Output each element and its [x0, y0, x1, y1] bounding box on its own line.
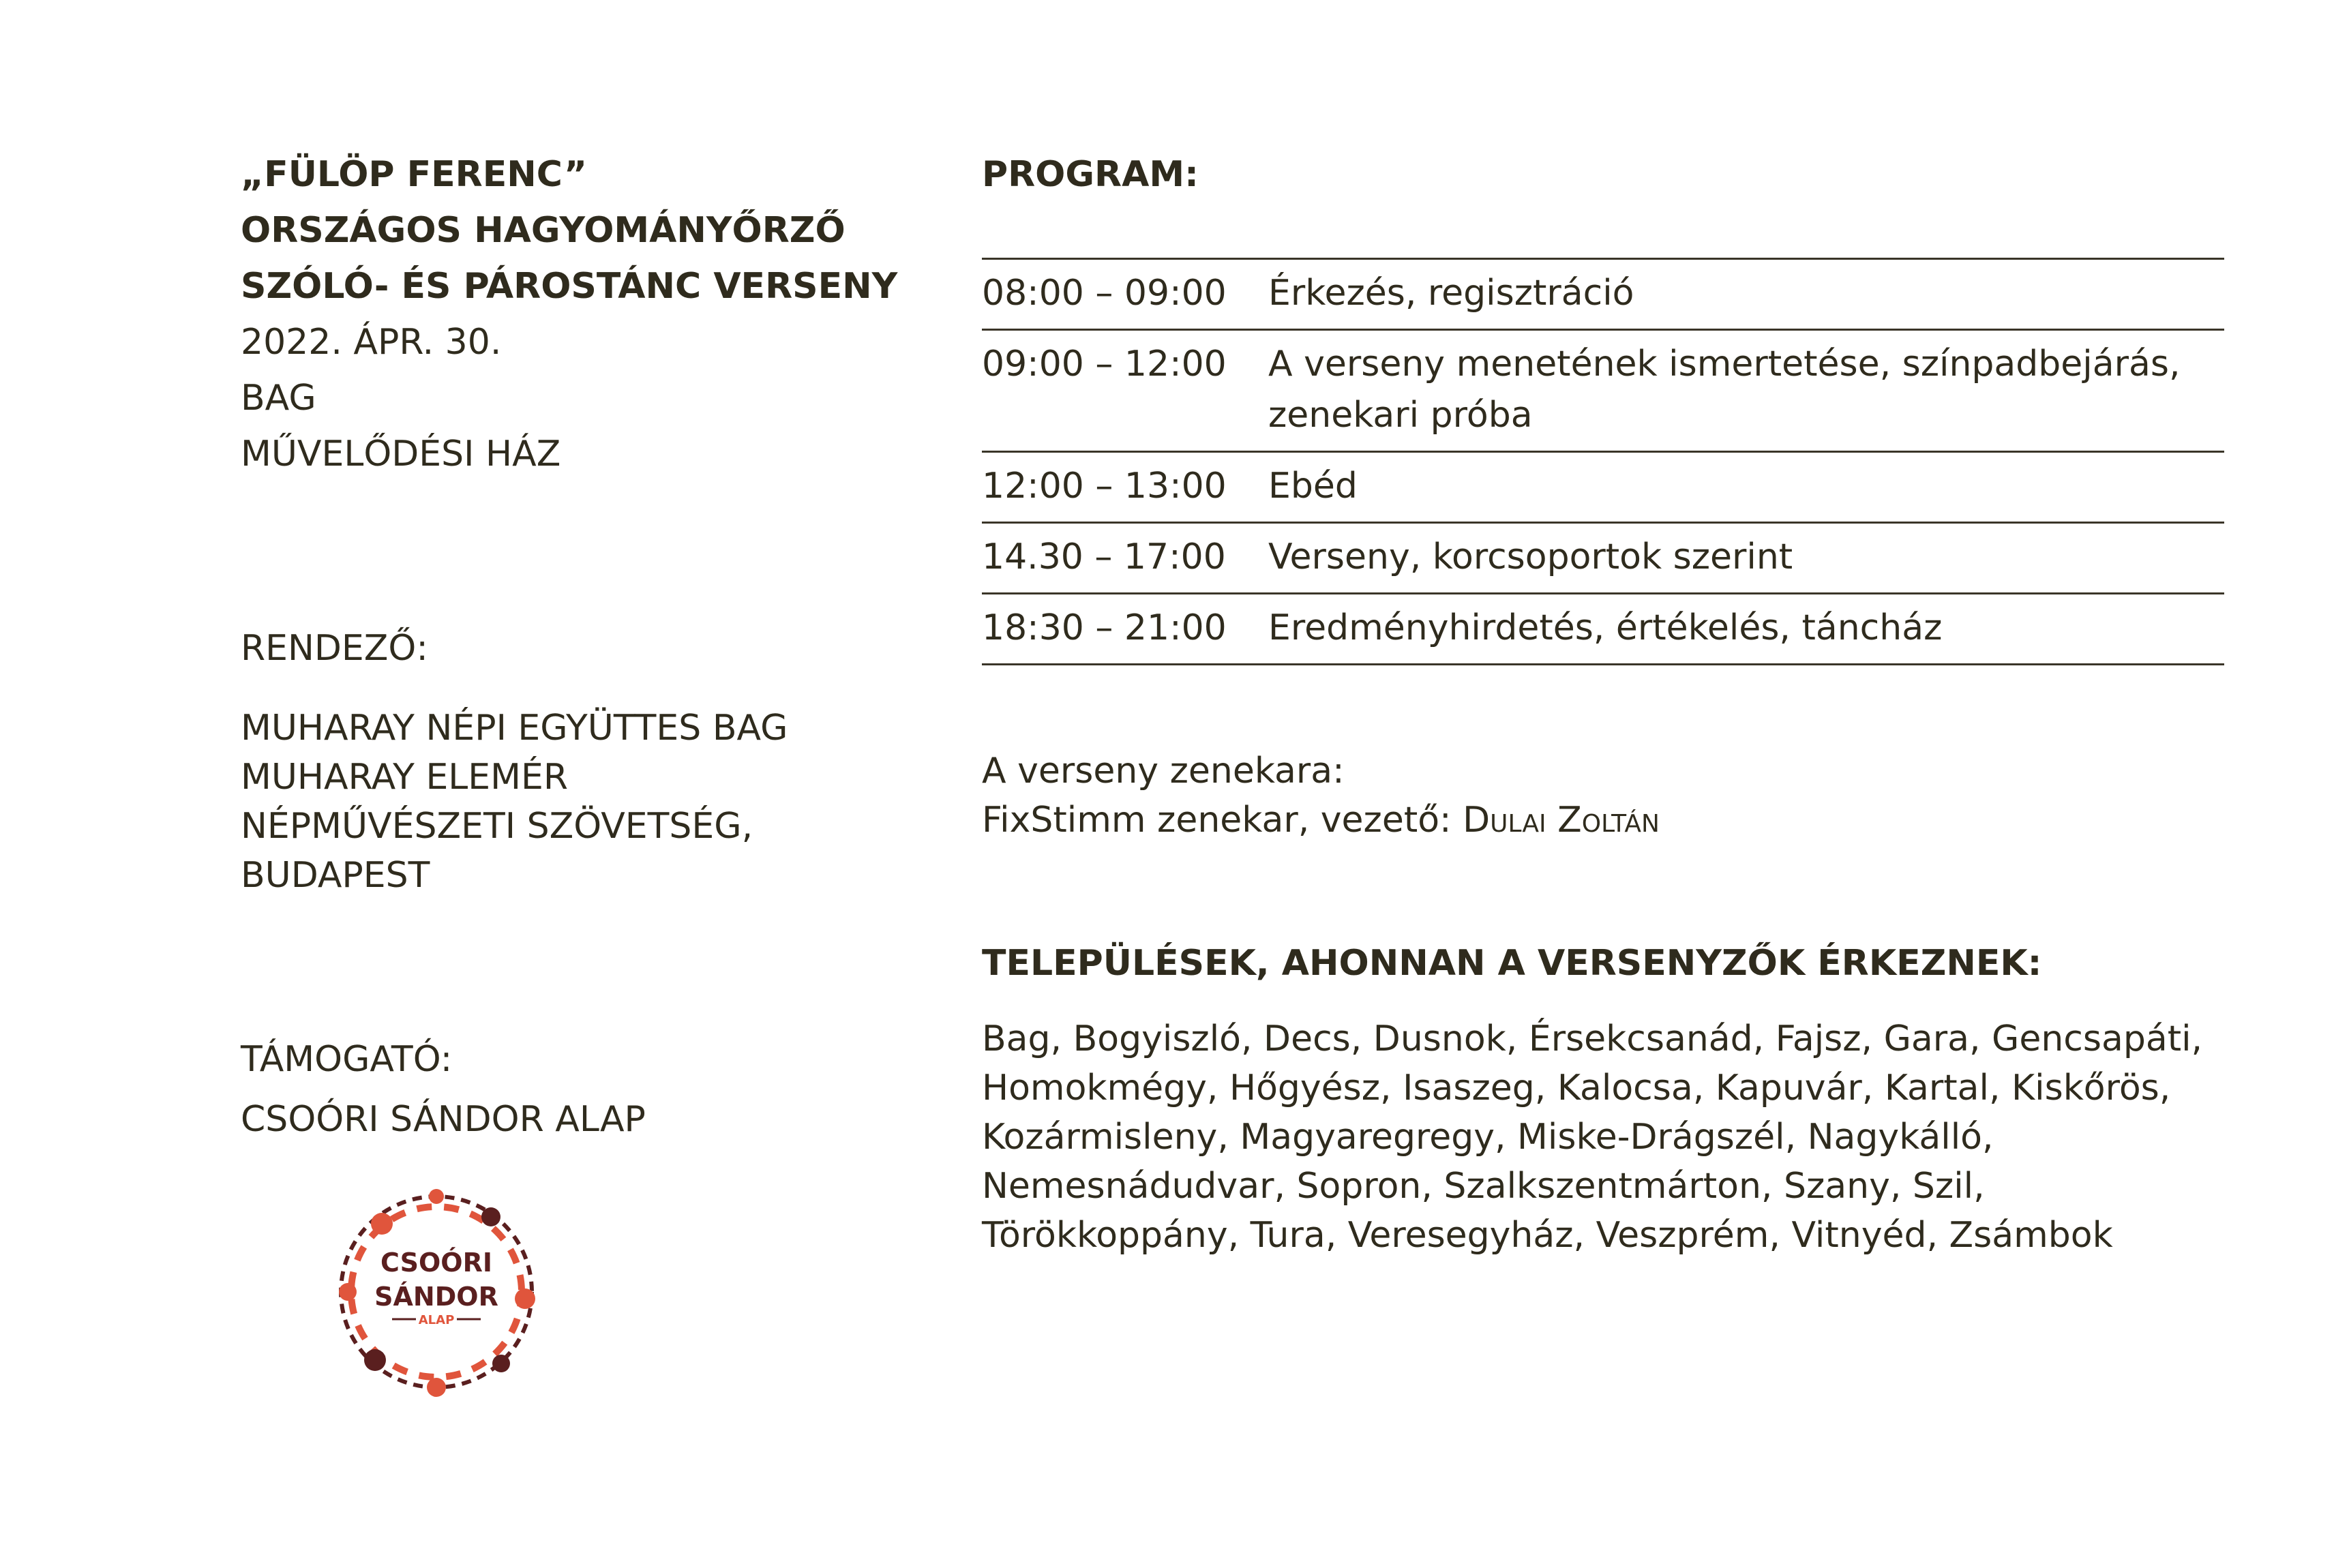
program-row: [982, 453, 2224, 524]
program-table: [982, 258, 2224, 665]
sponsor-label: TÁMOGATÓ:: [241, 1039, 453, 1080]
event-venue: MŰVELŐDÉSI HÁZ: [241, 434, 561, 474]
program-activity: A verseny menetének ismertetése, színpadbejárás, zenekari próba: [1268, 344, 2181, 436]
program-row: [982, 260, 2224, 331]
event-date: 2022. ÁPR. 30.: [241, 322, 502, 363]
band-line: [982, 796, 1660, 845]
csoori-sandor-alap-logo: [320, 1176, 552, 1408]
band-info: [982, 747, 1660, 845]
logo-text-alap: ALAP: [418, 1313, 455, 1327]
program-time: 12:00 – 13:00: [982, 466, 1227, 507]
sponsor-section: [241, 1031, 646, 1147]
organizer-line-1: MUHARAY NÉPI EGYÜTTES BAG: [241, 708, 788, 749]
event-title-line-1: „FÜLÖP FERENC”: [241, 154, 587, 195]
places-list: Bag, Bogyiszló, Decs, Dusnok, Érsekcsanád, Fajsz, Gara, Gencsapáti, Homokmégy, Hőgyész, Isaszeg, Kalocsa, Kapuvár, Kartal, Kiskőrös, Kozármisleny, Magyaregregy, Miske-Drágszél, Nagykálló, Nemesnádudvar, Sopron, Szalkszentmárton, Szany, Szil, Törökkoppány, Tura, Veresegyház, Veszprém, Vitnyéd, Zsámbok: [982, 1019, 2203, 1256]
program-row: [982, 594, 2224, 665]
program-time: 09:00 – 12:00: [982, 344, 1227, 385]
program-activity: Ebéd: [1268, 466, 1358, 507]
places-heading-wrap: [982, 935, 2041, 991]
program-row: [982, 524, 2224, 594]
program-time: 18:30 – 21:00: [982, 607, 1227, 648]
organizer-section: [241, 620, 788, 900]
organizer-line-4: BUDAPEST: [241, 855, 430, 896]
event-info-column: [241, 147, 923, 482]
program-time: 08:00 – 09:00: [982, 273, 1227, 314]
band-text: FixStimm zenekar, vezető:: [982, 800, 1463, 841]
band-leader: Dulai Zoltán: [1463, 800, 1660, 841]
logo-text-sandor: SÁNDOR: [374, 1282, 498, 1312]
program-activity: Verseny, korcsoportok szerint: [1268, 537, 1793, 577]
event-title-line-3: SZÓLÓ- ÉS PÁROSTÁNC VERSENY: [241, 266, 898, 307]
organizer-line-2: MUHARAY ELEMÉR: [241, 757, 568, 798]
event-town: BAG: [241, 378, 316, 419]
program-activity: Érkezés, regisztráció: [1268, 273, 1634, 314]
program-row: [982, 331, 2224, 453]
program-time: 14.30 – 17:00: [982, 537, 1226, 577]
event-title-line-2: ORSZÁGOS HAGYOMÁNYŐRZŐ: [241, 210, 846, 251]
program-activity: Eredményhirdetés, értékelés, táncház: [1268, 607, 1943, 648]
program-section: [982, 147, 2223, 202]
places-heading: TELEPÜLÉSEK, AHONNAN A VERSENYZŐK ÉRKEZNEK:: [982, 943, 2042, 984]
organizer-label: RENDEZŐ:: [241, 628, 428, 669]
band-label: A verseny zenekara:: [982, 751, 1345, 791]
logo-text-csoori: CSOÓRI: [380, 1248, 492, 1278]
organizer-line-3: NÉPMŰVÉSZETI SZÖVETSÉG,: [241, 806, 753, 847]
program-heading: PROGRAM:: [982, 154, 1199, 195]
sponsor-name: CSOÓRI SÁNDOR ALAP: [241, 1099, 646, 1140]
